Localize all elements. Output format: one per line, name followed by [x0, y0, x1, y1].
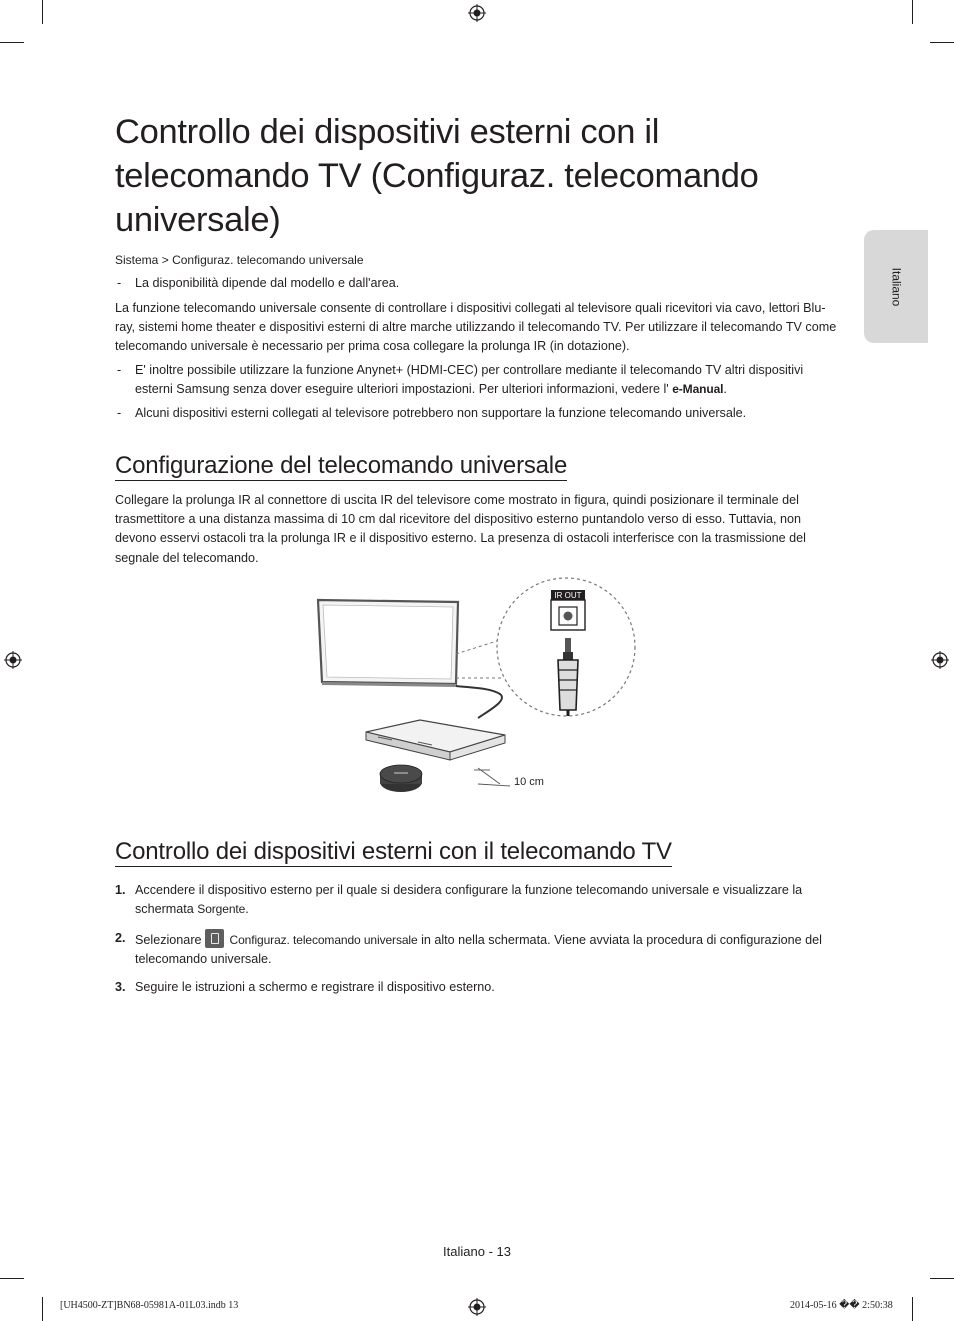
ir-cable	[456, 686, 502, 718]
note-text: E' inoltre possibile utilizzare la funzione Anynet+ (HDMI-CEC) per controllare mediante il telecomando TV altri dispositivi esterni Samsung senza dover eseguire ulteriori impostazioni. Per ulteriori informazioni, vedere l'	[135, 363, 804, 397]
step-ui-term-sorgente: Sorgente	[197, 902, 246, 917]
step-text: Accendere il dispositivo esterno per il quale si desidera configurare la funzione telecomando universale e visualizzare la schermata	[135, 883, 803, 917]
step-pre: Selezionare	[135, 933, 202, 947]
dash-bullet: -	[117, 406, 122, 420]
page-title: Controllo dei dispositivi esterni con il telecomando TV (Configuraz. telecomando universale)	[115, 113, 759, 239]
registration-mark-icon	[468, 1298, 486, 1316]
crop-mark	[0, 1278, 24, 1279]
ir-out-port	[551, 590, 585, 630]
language-tab-label: Italiano	[888, 267, 903, 306]
distance-label: 10 cm	[514, 776, 544, 788]
print-slug-file: [UH4500-ZT]BN68-05981A-01L03.indb 13	[60, 1300, 239, 1311]
crop-mark	[42, 1297, 43, 1321]
external-device	[366, 720, 505, 760]
section-heading-text: Controllo dei dispositivi esterni con il telecomando TV	[115, 838, 672, 865]
crop-mark	[42, 0, 43, 24]
breadcrumb-item-config: Configuraz. telecomando universale	[172, 253, 364, 267]
step-ui-term-config: Configuraz. telecomando universale	[229, 933, 418, 947]
step-number: 2.	[115, 931, 126, 945]
print-slug-date: 2014-05-16 �� 2:50:38	[790, 1300, 893, 1311]
section-heading-control	[115, 837, 672, 867]
connection-diagram	[300, 570, 650, 810]
e-manual-link[interactable]: e-Manual	[672, 382, 724, 397]
remote-settings-icon	[205, 929, 224, 948]
step-1	[115, 881, 837, 919]
step-number: 1.	[115, 883, 126, 897]
registration-mark-icon	[931, 651, 949, 669]
step-text: Seguire le istruzioni a schermo e registrare il dispositivo esterno.	[135, 980, 495, 994]
crop-mark	[930, 42, 954, 43]
dash-bullet: -	[117, 276, 122, 290]
page-number: Italiano - 13	[443, 1244, 511, 1259]
note-compatibility	[115, 404, 837, 423]
language-tab-label-wrap	[864, 230, 928, 343]
ir-out-label: IR OUT	[554, 591, 582, 600]
note-text: La disponibilità dipende dal modello e dall'area.	[135, 276, 400, 290]
step-2	[115, 929, 837, 969]
note-end: .	[723, 382, 727, 397]
step-text: in alto nella schermata. Viene avviata la procedura di configurazione del telecomando universale.	[135, 933, 822, 967]
registration-mark-icon	[468, 4, 486, 22]
registration-mark-icon	[4, 651, 22, 669]
step-end: .	[245, 902, 249, 917]
step-3	[115, 978, 837, 997]
note-anynet	[115, 361, 837, 399]
crop-mark	[0, 42, 24, 43]
tv-illustration	[318, 600, 458, 687]
breadcrumb-separator: >	[161, 253, 169, 267]
dash-bullet: -	[117, 363, 122, 377]
breadcrumb-item-sistema: Sistema	[115, 253, 159, 267]
note-text: Alcuni dispositivi esterni collegati al televisore potrebbero non supportare la funzione telecomando universale.	[135, 406, 747, 420]
crop-mark	[930, 1278, 954, 1279]
note-availability	[115, 274, 837, 293]
section-heading-config	[115, 451, 567, 481]
step-number: 3.	[115, 980, 126, 994]
section-heading-text: Configurazione del telecomando universale	[115, 452, 568, 479]
crop-mark	[912, 0, 913, 24]
intro-paragraph: La funzione telecomando universale consente di controllare i dispositivi collegati al televisore quali ricevitori via cavo, lettori Blu-ray, sistemi home theater e dispositivi esterni di altre marche utilizzando il telecomando TV. Per utilizzare il telecomando TV come telecomando universale è necessario per prima cosa collegare la prolunga IR (in dotazione).	[115, 301, 837, 354]
ir-transmitter	[380, 765, 422, 792]
breadcrumb	[115, 251, 364, 269]
section-config-body: Collegare la prolunga IR al connettore di uscita IR del televisore come mostrato in figura, quindi posizionare il terminale del trasmettitore a una distanza massima di 10 cm dal ricevitore del dispositivo esterno puntandolo verso di esso. Tuttavia, non devono esservi ostacoli tra la prolunga IR e il dispositivo esterno. La presenza di ostacoli interferisce con la trasmissione del segnale del telecomando.	[115, 493, 806, 565]
crop-mark	[912, 1297, 913, 1321]
